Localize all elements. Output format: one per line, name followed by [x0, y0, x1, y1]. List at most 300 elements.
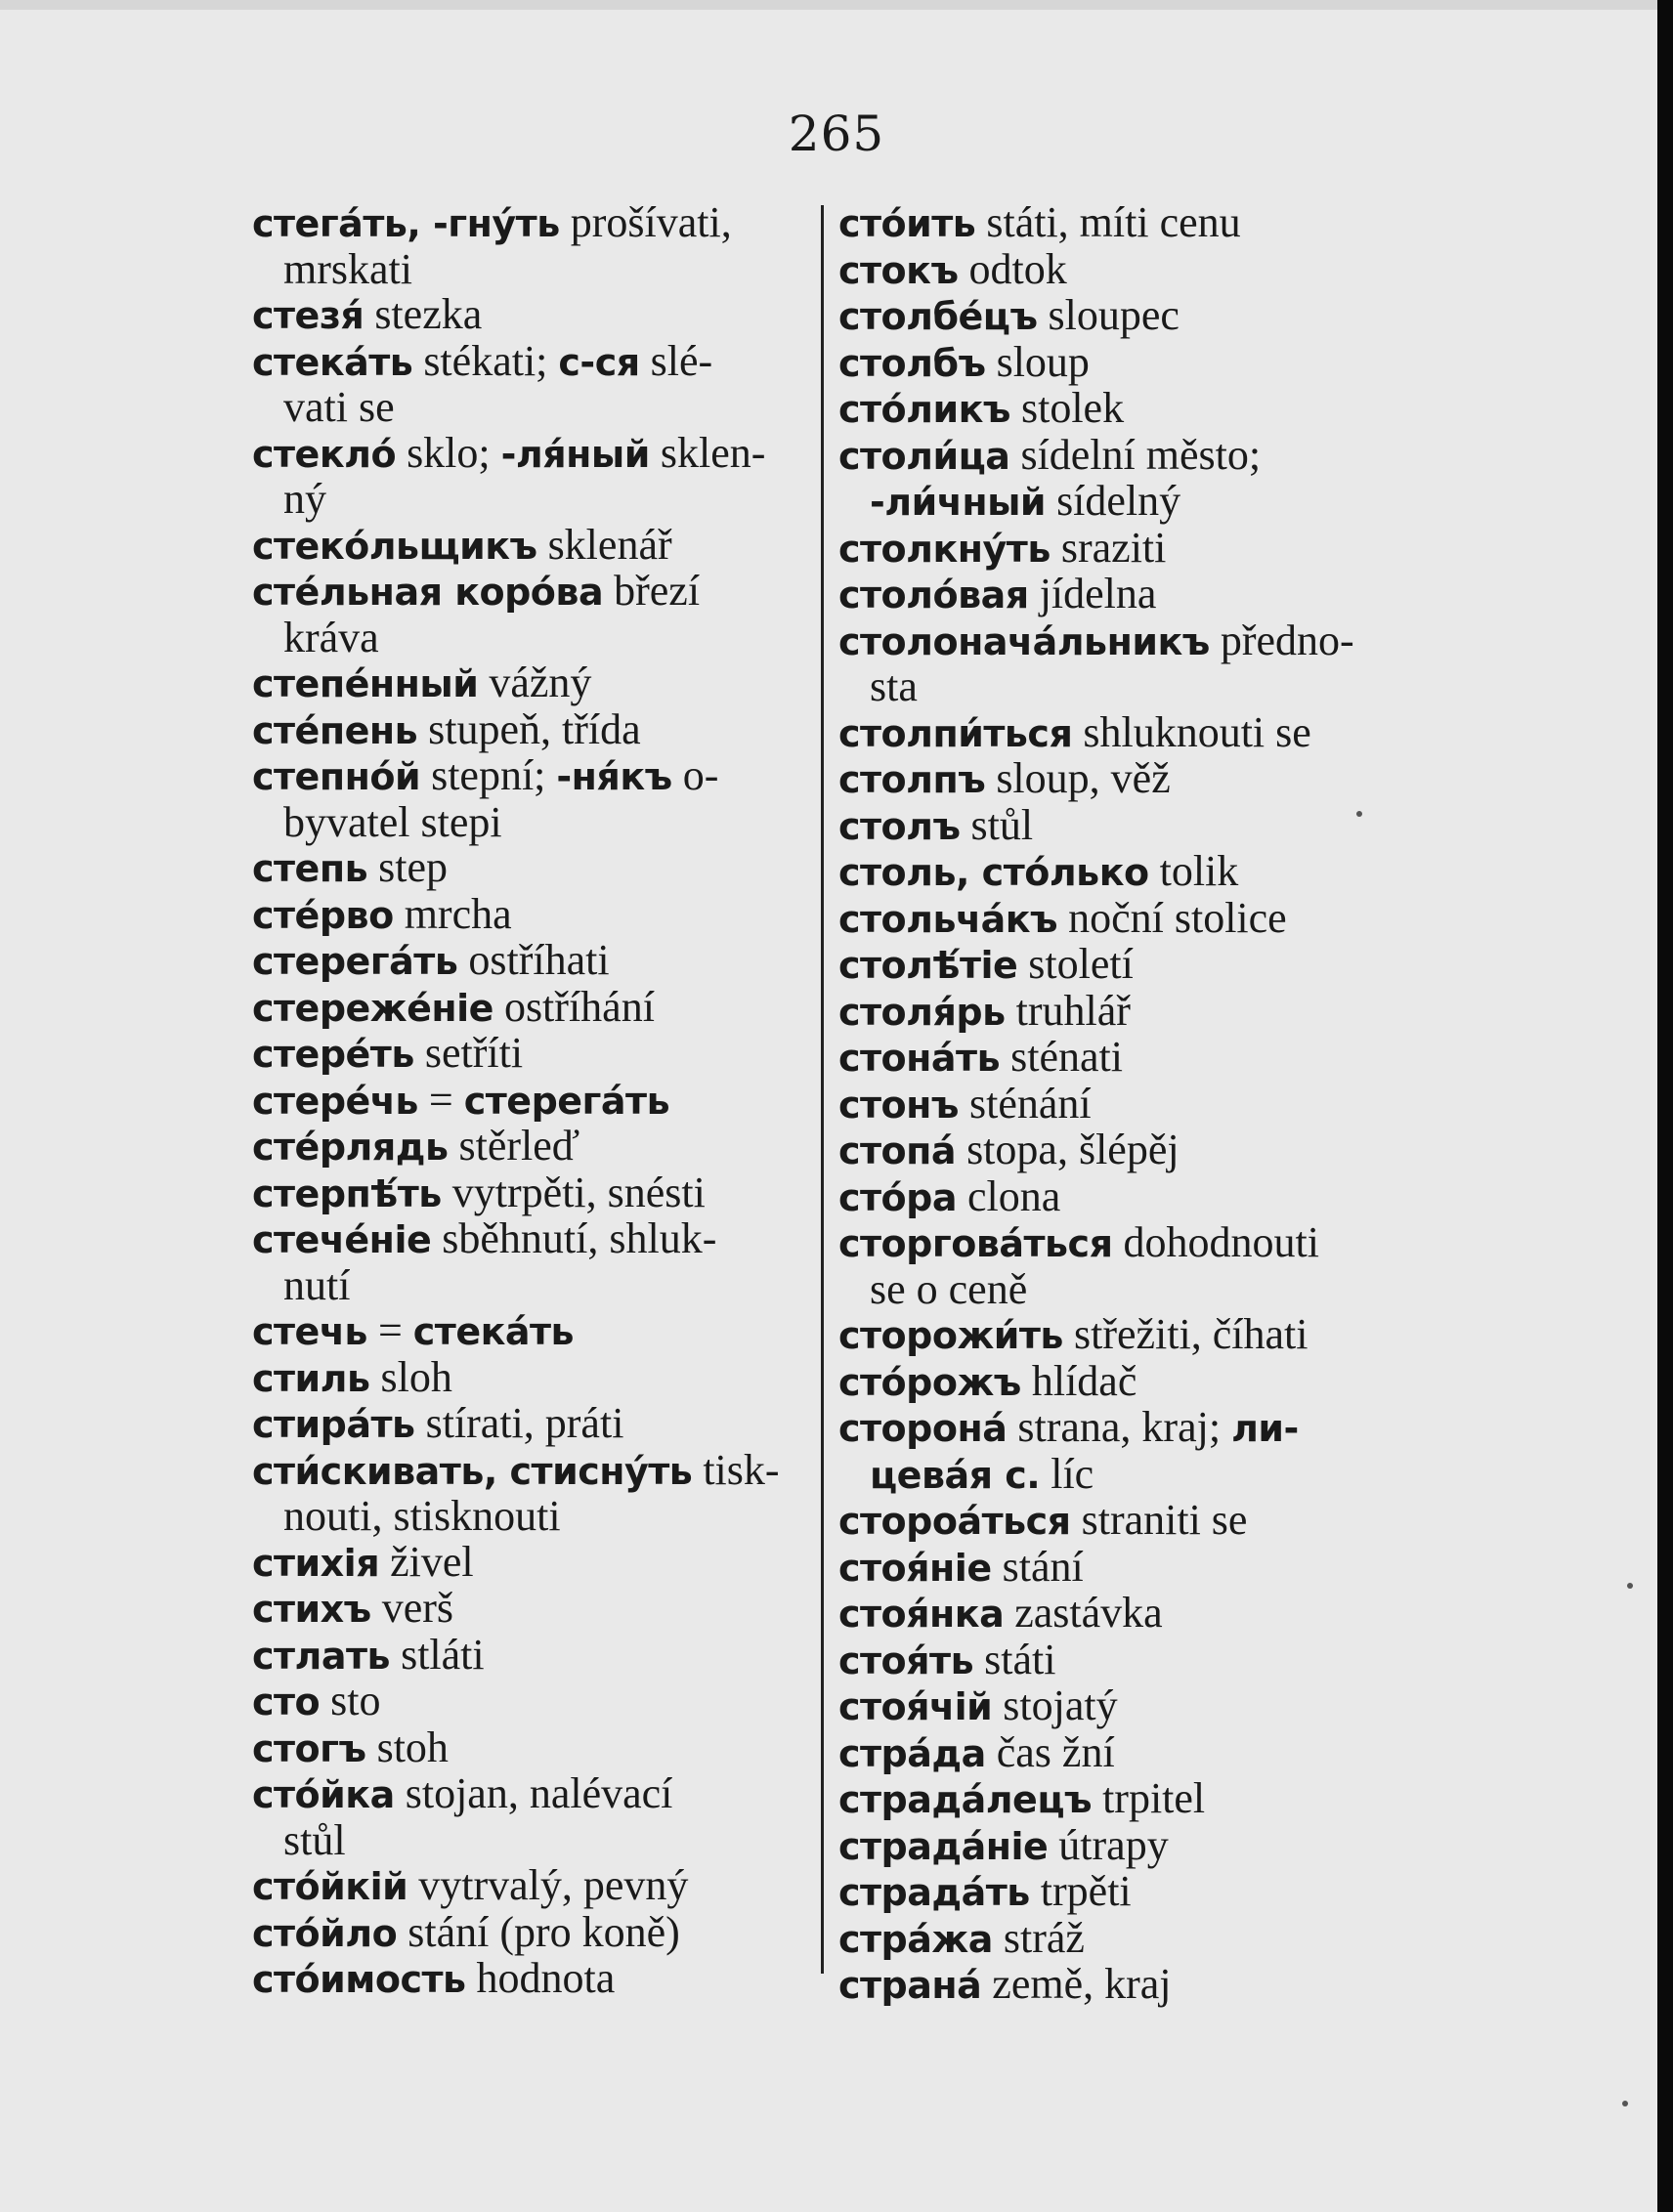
entry-continuation — [252, 613, 819, 661]
scan-speck — [1356, 811, 1362, 817]
translation: vytrvalý, pevný — [408, 1861, 689, 1909]
entry-line — [252, 1399, 623, 1447]
translation: sklenář — [536, 520, 672, 569]
entry-line — [838, 987, 1131, 1035]
page-number: 265 — [788, 106, 885, 162]
dictionary-entry — [252, 1401, 819, 1448]
right-column — [838, 200, 1405, 2009]
dictionary-entry — [838, 293, 1405, 340]
headword: стекáть — [412, 1310, 575, 1353]
dictionary-entry — [252, 1308, 819, 1355]
translation: sloup, věž — [985, 754, 1171, 802]
headword: столо́вая — [838, 574, 1029, 617]
dictionary-entry — [838, 1591, 1405, 1638]
translation: sloupec — [1037, 291, 1180, 339]
dictionary-entry — [838, 707, 1405, 757]
entry-line — [838, 524, 1166, 572]
headword: столѣ́тiе — [838, 944, 1018, 987]
translation: truhlář — [1005, 986, 1131, 1035]
headword: стопá — [838, 1129, 957, 1172]
dictionary-entry — [252, 1956, 819, 2003]
entry-line — [252, 521, 672, 569]
translation: clona — [957, 1171, 1061, 1220]
entry-line — [252, 1076, 669, 1124]
headword: сте́рво — [252, 893, 394, 937]
dictionary-entry — [838, 337, 1405, 387]
headword: стерегáть — [463, 1079, 670, 1123]
dictionary-entry — [252, 1537, 819, 1587]
dictionary-entry — [838, 1405, 1405, 1498]
entry-line — [838, 1589, 1163, 1637]
translation: stěrleď — [448, 1122, 580, 1170]
translation: stání — [991, 1542, 1084, 1591]
translation: verš — [370, 1584, 454, 1632]
translation: strana, kraj; — [1007, 1403, 1232, 1451]
translation: březí — [603, 567, 701, 615]
translation: státi — [973, 1635, 1056, 1683]
entry-line — [838, 1914, 1085, 1962]
headword: столъ — [838, 804, 961, 848]
entry-continuation — [252, 797, 819, 846]
dictionary-entry — [838, 1869, 1405, 1916]
entry-line — [252, 198, 732, 246]
dictionary-entry — [838, 1727, 1405, 1777]
dictionary-entry — [252, 704, 819, 754]
headword: стечь — [252, 1310, 367, 1353]
headword: столбъ — [838, 341, 986, 385]
dictionary-entry — [838, 386, 1405, 433]
translation: líc — [1040, 1449, 1094, 1498]
entry-line — [838, 1126, 1180, 1173]
headword: цевáя с. — [870, 1453, 1041, 1497]
dictionary-entry — [252, 1075, 819, 1125]
translation: střežiti, číhati — [1062, 1310, 1308, 1358]
entry-line — [252, 1769, 672, 1817]
entry-line — [838, 617, 1354, 664]
translation: o- — [671, 751, 719, 799]
entry-line — [838, 1681, 1118, 1729]
entry-line — [252, 429, 765, 477]
translation: stání (pro koně) — [397, 1907, 680, 1956]
translation: tisk- — [692, 1445, 780, 1494]
translation: státi, míti cenu — [975, 198, 1241, 246]
dictionary-entry — [838, 523, 1405, 573]
dictionary-entry — [252, 1679, 819, 1725]
dictionary-entry — [838, 942, 1405, 989]
dictionary-entry — [838, 800, 1405, 850]
dictionary-entry — [838, 893, 1405, 943]
headword: стра́да — [838, 1731, 986, 1775]
headword: стрáжа — [838, 1917, 993, 1961]
dictionary-entry — [838, 1542, 1405, 1592]
entry-line — [252, 1954, 615, 2002]
scan-speck — [1627, 1583, 1633, 1589]
headword: страдáнiе — [838, 1824, 1049, 1868]
entry-line — [252, 1861, 688, 1909]
entry-line — [252, 936, 610, 984]
dictionary-entry — [252, 520, 819, 570]
headword: стоя́нка — [838, 1593, 1005, 1636]
entry-line — [252, 843, 448, 891]
entry-line — [252, 1723, 449, 1771]
translation: se o ceně — [870, 1264, 1028, 1313]
entry-line — [838, 431, 1261, 479]
headword: столбе́цъ — [838, 295, 1038, 338]
headword: сто́ра — [838, 1175, 957, 1219]
headword: столкнýть — [838, 527, 1051, 571]
dictionary-entry — [838, 1776, 1405, 1823]
headword: стере́ть — [252, 1033, 414, 1076]
headword: столь, сто́лько — [838, 851, 1149, 894]
headword: стонáть — [838, 1037, 1001, 1080]
translation: stékati; — [412, 336, 559, 385]
entry-line — [252, 1908, 680, 1956]
translation: byvatel stepi — [283, 797, 502, 846]
translation: sloup — [985, 337, 1090, 386]
translation: živel — [379, 1537, 474, 1586]
dictionary-entry — [838, 1635, 1405, 1684]
headword: степе́нный — [252, 662, 479, 705]
headword: столпъ — [838, 758, 986, 801]
headword: стекáть — [252, 340, 413, 384]
headword: сто́имость — [252, 1958, 466, 2001]
entry-continuation — [838, 1264, 1405, 1313]
headword: сторонá — [838, 1407, 1008, 1450]
headword: стегáть, -гнýть — [252, 202, 560, 245]
translation: předno- — [1209, 616, 1354, 664]
translation: vati se — [283, 383, 395, 431]
entry-line — [838, 291, 1180, 339]
translation: noční stolice — [1057, 893, 1287, 942]
dictionary-entry — [838, 1079, 1405, 1128]
entry-line — [838, 1033, 1123, 1081]
dictionary-entry — [838, 430, 1405, 526]
translation: sta — [870, 662, 918, 710]
dictionary-entry — [838, 1356, 1405, 1406]
dictionary-entry — [252, 938, 819, 985]
dictionary-entry — [838, 1498, 1405, 1545]
scan-top-edge — [0, 0, 1673, 10]
entry-continuation — [252, 1260, 819, 1309]
headword: сто́йло — [252, 1911, 398, 1955]
entry-line — [838, 1496, 1247, 1544]
translation: = — [417, 1075, 464, 1124]
headword: -ля́ный — [500, 432, 650, 476]
headword: -ня́къ — [556, 755, 672, 798]
translation: čas žní — [985, 1727, 1115, 1776]
translation: vážný — [478, 659, 592, 706]
dictionary-entry — [252, 982, 819, 1032]
entry-line — [252, 1631, 485, 1679]
headword: сто́йка — [252, 1773, 395, 1816]
entry-line — [838, 384, 1124, 432]
entry-line — [252, 290, 482, 338]
translation: mrskati — [283, 244, 412, 293]
entry-line — [838, 1080, 1092, 1127]
dictionary-entry — [252, 200, 819, 292]
headword: стоя́ть — [838, 1638, 974, 1682]
entry-line — [838, 570, 1156, 617]
headword: степно́й — [252, 755, 421, 798]
headword: стирáть — [252, 1403, 415, 1446]
entry-line — [252, 1306, 574, 1354]
headword: сто́ликъ — [838, 388, 1010, 431]
dictionary-entry — [252, 660, 819, 707]
entry-line — [838, 894, 1287, 942]
translation: sídelný — [1046, 477, 1181, 525]
entry-line — [252, 1446, 780, 1494]
entry-line — [838, 847, 1238, 895]
entry-continuation — [252, 1815, 819, 1864]
entry-line — [252, 337, 712, 385]
entry-line — [838, 940, 1134, 988]
dictionary-entry — [252, 1863, 819, 1910]
translation: sténati — [1000, 1033, 1123, 1081]
translation: dohodnouti — [1112, 1218, 1319, 1266]
translation: stláti — [390, 1630, 485, 1679]
entry-line — [252, 983, 655, 1031]
translation: sraziti — [1050, 523, 1167, 572]
entry-continuation — [252, 1494, 819, 1540]
entry-line — [252, 1538, 474, 1586]
dictionary-entry — [252, 845, 819, 892]
entry-line — [838, 801, 1033, 849]
headword: с-ся — [558, 340, 640, 384]
translation: sténání — [958, 1079, 1092, 1127]
entry-line — [838, 1310, 1308, 1358]
dictionary-entry — [838, 244, 1405, 294]
entry-line — [252, 1214, 716, 1262]
translation: vytrpěti, snésti — [441, 1168, 706, 1216]
entry-line — [838, 708, 1311, 756]
headword: сто́ить — [838, 202, 976, 245]
dictionary-entry — [838, 1171, 1405, 1221]
dictionary-entry — [838, 1683, 1405, 1730]
headword: стече́нiе — [252, 1218, 432, 1261]
translation: ostříhání — [493, 982, 655, 1031]
entry-line — [252, 659, 591, 706]
headword: страдáть — [838, 1871, 1030, 1914]
headword: стиль — [252, 1356, 370, 1400]
translation: odtok — [958, 244, 1067, 293]
translation: prošívati, — [559, 198, 732, 246]
translation: stezka — [364, 290, 483, 338]
headword: сти́скивать, стиснýть — [252, 1449, 693, 1493]
column-divider — [821, 205, 824, 1974]
entry-continuation — [252, 477, 819, 523]
dictionary-entry — [252, 1124, 819, 1170]
headword: стороáться — [838, 1500, 1071, 1543]
dictionary-entry — [252, 1586, 819, 1633]
headword: столя́рь — [838, 990, 1006, 1034]
translation: země, kraj — [981, 1960, 1172, 2008]
entry-line — [838, 1867, 1132, 1915]
entry-continuation — [838, 1449, 1405, 1499]
headword: стокъ — [838, 248, 959, 292]
translation: zastávka — [1004, 1589, 1163, 1637]
translation: tolik — [1148, 847, 1239, 895]
entry-line — [252, 1677, 381, 1724]
translation: sto — [320, 1677, 381, 1724]
headword: стольчáкъ — [838, 897, 1058, 941]
headword: стереже́нiе — [252, 986, 493, 1030]
headword: столи́ца — [838, 434, 1010, 478]
dictionary-entry — [838, 986, 1405, 1036]
scan-speck — [1622, 2101, 1628, 2106]
dictionary-entry — [838, 1913, 1405, 1963]
dictionary-entry — [252, 569, 819, 660]
headword: сте́рлядь — [252, 1126, 449, 1169]
entry-line — [838, 198, 1241, 246]
entry-line — [838, 245, 1067, 293]
entry-line — [252, 1169, 706, 1216]
dictionary-entry — [252, 336, 819, 431]
translation: stůl — [283, 1815, 346, 1864]
dictionary-entry — [252, 292, 819, 339]
translation: stolek — [1009, 384, 1125, 432]
headword: стоя́нiе — [838, 1546, 992, 1590]
headword: ли- — [1231, 1407, 1299, 1450]
translation: = — [366, 1306, 413, 1354]
headword: столпи́ться — [838, 711, 1073, 755]
dictionary-entry — [838, 1962, 1405, 2009]
dictionary-entry — [838, 200, 1405, 247]
left-column — [252, 200, 819, 2003]
headword: стерегáть — [252, 940, 458, 983]
dictionary-entry — [838, 1127, 1405, 1174]
entry-continuation — [838, 664, 1405, 710]
headword: стлать — [252, 1634, 391, 1678]
entry-line — [838, 1960, 1172, 2008]
dictionary-entry — [252, 1907, 819, 1957]
entry-continuation — [252, 385, 819, 431]
translation: útrapy — [1048, 1820, 1169, 1869]
translation: stoh — [365, 1723, 449, 1771]
headword: стоя́чiй — [838, 1685, 993, 1728]
translation: ný — [283, 475, 326, 523]
headword: стихъ — [252, 1588, 371, 1631]
headword: стонъ — [838, 1083, 959, 1127]
dictionary-entry — [838, 1035, 1405, 1082]
scan-right-edge — [1657, 0, 1673, 2212]
translation: sklen- — [649, 428, 766, 477]
dictionary-entry — [838, 1220, 1405, 1312]
translation: sloh — [369, 1352, 452, 1401]
dictionary-entry — [838, 849, 1405, 896]
dictionary-entry — [252, 1725, 819, 1772]
headword: сто́йкiй — [252, 1865, 408, 1908]
entry-continuation — [838, 479, 1405, 526]
entry-line — [252, 890, 512, 938]
translation: trpitel — [1092, 1774, 1206, 1822]
dictionary-entry — [838, 572, 1405, 618]
translation: sklo; — [396, 428, 501, 477]
entry-line — [252, 567, 700, 615]
translation: slé- — [639, 336, 713, 385]
dictionary-entry — [252, 1352, 819, 1402]
entry-line — [252, 1584, 453, 1632]
dictionary-entry — [252, 753, 819, 845]
translation: kráva — [283, 613, 379, 661]
translation: straniti se — [1070, 1496, 1248, 1544]
entry-line — [252, 705, 641, 753]
entry-line — [252, 1029, 523, 1077]
dictionary-entry — [252, 1771, 819, 1863]
entry-line — [252, 1353, 452, 1401]
headword: странá — [838, 1964, 982, 2007]
dictionary-entry — [838, 756, 1405, 803]
translation: setříti — [413, 1029, 524, 1077]
translation: stráž — [992, 1913, 1085, 1962]
translation: shluknouti se — [1072, 707, 1311, 756]
entry-line — [838, 1218, 1319, 1266]
translation: nutí — [283, 1260, 351, 1309]
dictionary-entry — [838, 1820, 1405, 1870]
dictionary-entry — [838, 1312, 1405, 1359]
translation: stojan, nalévací — [394, 1769, 673, 1817]
headword: стере́чь — [252, 1079, 418, 1123]
dictionary-entry — [252, 1445, 819, 1540]
entry-continuation — [252, 244, 819, 293]
entry-line — [838, 754, 1171, 802]
dictionary-entry — [252, 1630, 819, 1680]
headword: степь — [252, 847, 368, 890]
headword: сто́рожъ — [838, 1360, 1021, 1404]
translation: trpěti — [1029, 1867, 1132, 1915]
dictionary-entry — [252, 1031, 819, 1078]
entry-line — [838, 1543, 1084, 1591]
dictionary-entry — [838, 618, 1405, 710]
dictionary-entry — [252, 1216, 819, 1308]
entry-line — [838, 1821, 1169, 1869]
dictionary-entry — [252, 1170, 819, 1217]
translation: nouti, stisknouti — [283, 1492, 561, 1540]
headword: стезя́ — [252, 294, 365, 337]
headword: сторожи́ть — [838, 1314, 1063, 1357]
translation: stopa, šlépěj — [956, 1126, 1180, 1173]
translation: stepní; — [420, 751, 557, 799]
translation: století — [1017, 940, 1134, 988]
dictionary-entry — [252, 428, 819, 523]
headword: сторговáться — [838, 1222, 1113, 1265]
entry-line — [838, 1357, 1137, 1405]
headword: сто — [252, 1680, 321, 1723]
translation: stírati, práti — [414, 1399, 624, 1447]
headword: стекло́ — [252, 432, 397, 476]
translation: hodnota — [465, 1954, 616, 2002]
translation: stojatý — [992, 1681, 1118, 1729]
entry-line — [838, 1172, 1060, 1220]
headword: стеко́льщикъ — [252, 524, 537, 568]
translation: step — [367, 843, 448, 891]
headword: сте́льная коро́ва — [252, 571, 604, 614]
entry-line — [838, 338, 1090, 386]
entry-line — [252, 1122, 579, 1170]
translation: sběhnutí, shluk- — [431, 1214, 717, 1262]
headword: столоначáльникъ — [838, 619, 1210, 663]
translation: ostříhati — [457, 936, 610, 984]
dictionary-entry — [252, 889, 819, 939]
translation: jídelna — [1028, 570, 1157, 617]
translation: sídelní město; — [1009, 430, 1262, 479]
entry-line — [838, 1636, 1055, 1683]
headword: стогъ — [252, 1726, 366, 1770]
entry-line — [838, 1774, 1205, 1822]
headword: страдáлецъ — [838, 1778, 1093, 1821]
translation: hlídač — [1020, 1356, 1137, 1405]
headword: -ли́чный — [870, 481, 1047, 524]
headword: стихiя — [252, 1541, 380, 1585]
